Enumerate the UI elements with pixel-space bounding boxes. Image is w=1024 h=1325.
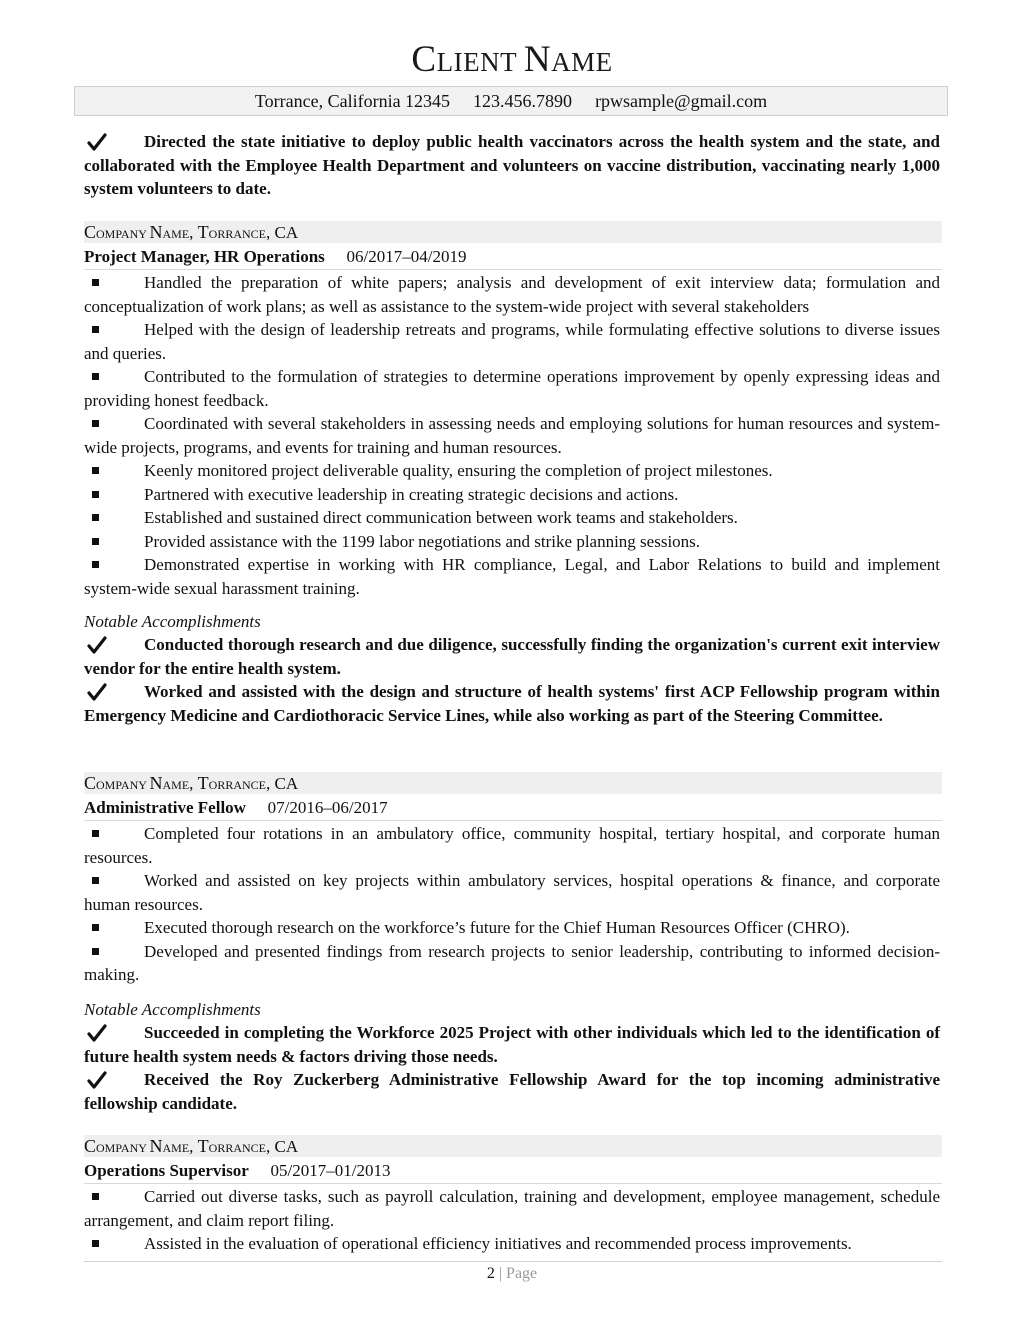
accomplishment-item: [84, 1021, 940, 1068]
company-text: ORRANCE: [208, 227, 266, 241]
accomplishment-item: [84, 1068, 940, 1115]
notable-heading: Notable Accomplishments: [84, 1000, 261, 1019]
job-bullets: [84, 1185, 940, 1256]
square-bullet-icon: [92, 467, 99, 474]
company-text: C: [84, 773, 97, 793]
role-line: [84, 796, 942, 821]
bullet-item: [84, 940, 940, 987]
company-text: T: [197, 222, 209, 242]
bullet-text: Carried out diverse tasks, such as payroll calculation, training and development, employee management, schedule arrangement, and claim report filing.: [84, 1187, 940, 1230]
bullet-item: [84, 412, 940, 459]
bullet-text: Helped with the design of leadership retreats and programs, while formulating effective solutions to diverse issues and queries.: [84, 320, 940, 363]
bullet-text: Contributed to the formulation of strategies to determine operations improvement by openly expressing ideas and providing honest feedback.: [84, 367, 940, 410]
job-dates: 05/2017–01/2013: [248, 1161, 374, 1180]
bullet-item: [84, 530, 940, 554]
page-footer: [0, 1265, 1024, 1283]
name-last-rest: AME: [551, 47, 613, 77]
checkmark-icon: [86, 1070, 108, 1090]
checkmark-icon: [86, 1023, 108, 1043]
company-text: , CA: [266, 774, 299, 793]
bullet-text: Established and sustained direct communication between work teams and stakeholders.: [144, 508, 738, 527]
bullet-item: [84, 1232, 940, 1256]
square-bullet-icon: [92, 877, 99, 884]
square-bullet-icon: [92, 491, 99, 498]
square-bullet-icon: [92, 538, 99, 545]
company-text: T: [197, 1136, 209, 1156]
company-text: OMPANY: [96, 778, 150, 792]
company-heading: [84, 1135, 942, 1157]
company-text: OMPANY: [96, 227, 150, 241]
square-bullet-icon: [92, 561, 99, 568]
checkmark-icon: [86, 635, 108, 655]
bullet-item: [84, 1185, 940, 1232]
square-bullet-icon: [92, 373, 99, 380]
accomplishment-item: [84, 633, 940, 680]
company-text: C: [84, 222, 97, 242]
bullet-text: Coordinated with several stakeholders in assessing needs and employing solutions for human resources and system-wide projects, programs, and events for training and human resources.: [84, 414, 940, 457]
bullet-text: Completed four rotations in an ambulatory office, community hospital, tertiary hospital, and corporate human resources.: [84, 824, 940, 867]
bullet-text: Handled the preparation of white papers; analysis and development of exit interview data; formulation and conceptualization of work plans; as well as assistance to the system-wide project with several stakeholders: [84, 273, 940, 316]
intro-accomplishment: [84, 130, 940, 201]
job-title: Administrative Fellow: [84, 798, 246, 817]
accomplishment-text: Succeeded in completing the Workforce 2025 Project with other individuals which led to the identification of future health system needs & factors driving those needs.: [84, 1023, 940, 1066]
square-bullet-icon: [92, 948, 99, 955]
company-text: AME: [162, 1141, 190, 1155]
bullet-item: [84, 459, 940, 483]
bullet-text: Executed thorough research on the workforce’s future for the Chief Human Resources Officer (CHRO).: [144, 918, 850, 937]
company-text: AME: [162, 227, 190, 241]
square-bullet-icon: [92, 420, 99, 427]
notable-section: [84, 610, 940, 727]
square-bullet-icon: [92, 924, 99, 931]
bullet-item: [84, 869, 940, 916]
bullet-item: [84, 483, 940, 507]
company-text: AME: [162, 778, 190, 792]
company-text: ORRANCE: [208, 778, 266, 792]
job-title: Operations Supervisor: [84, 1161, 249, 1180]
square-bullet-icon: [92, 326, 99, 333]
notable-section: [84, 998, 940, 1115]
square-bullet-icon: [92, 830, 99, 837]
notable-heading: Notable Accomplishments: [84, 612, 261, 631]
intro-section: [84, 130, 940, 201]
company-text: ORRANCE: [208, 1141, 266, 1155]
contact-bar: Torrance, California 12345 123.456.7890 rpwsample@gmail.com: [74, 86, 948, 116]
footer-separator: |: [498, 1265, 503, 1282]
bullet-text: Demonstrated expertise in working with HR compliance, Legal, and Labor Relations to build and implement system-wide sexual harassment training.: [84, 555, 940, 598]
client-name: [0, 38, 1024, 81]
job-bullets: [84, 822, 940, 987]
company-text: , CA: [266, 1137, 299, 1156]
bullet-text: Keenly monitored project deliverable quality, ensuring the completion of project milestones.: [144, 461, 773, 480]
bullet-item: [84, 271, 940, 318]
page-label: Page: [506, 1265, 538, 1282]
name-last-initial: N: [523, 39, 552, 80]
company-text: T: [197, 773, 209, 793]
company-text: ,: [189, 223, 198, 242]
company-text: N: [149, 222, 163, 242]
job-title: Project Manager, HR Operations: [84, 247, 325, 266]
job-dates: 07/2016–06/2017: [245, 798, 371, 817]
bullet-item: [84, 916, 940, 940]
bullet-text: Partnered with executive leadership in creating strategic decisions and actions.: [144, 484, 679, 504]
accomplishment-text: Worked and assisted with the design and structure of health systems' first ACP Fellowship program within Emergency Medicine and Cardiothoracic Service Lines, while also working as part of the Steering Committee.: [84, 682, 940, 725]
bullet-item: [84, 822, 940, 869]
footer-divider: [84, 1261, 942, 1262]
role-line: [84, 1159, 942, 1184]
square-bullet-icon: [92, 1240, 99, 1247]
company-text: ,: [189, 774, 198, 793]
company-heading: [84, 772, 942, 794]
company-text: OMPANY: [96, 1141, 150, 1155]
bullet-text: Assisted in the evaluation of operational efficiency initiatives and recommended process improvements.: [144, 1234, 852, 1253]
bullet-item: [84, 506, 940, 530]
page-number: 2: [486, 1265, 495, 1282]
checkmark-icon: [86, 132, 108, 152]
bullet-item: [84, 553, 940, 600]
intro-text: Directed the state initiative to deploy public health vaccinators across the health system and the state, and collaborated with the Employee Health Department and volunteers on vaccine distribution, vaccinating nearly 1,000 system volunteers to date.: [84, 132, 940, 198]
company-heading: [84, 221, 942, 243]
company-text: , CA: [266, 223, 299, 242]
accomplishment-text: Conducted thorough research and due diligence, successfully finding the organization's current exit interview vendor for the entire health system.: [84, 635, 940, 678]
role-line: [84, 245, 942, 270]
bullet-text: Developed and presented findings from research projects to senior leadership, contributing to informed decision-making.: [84, 941, 940, 984]
square-bullet-icon: [92, 279, 99, 286]
company-text: N: [149, 1136, 163, 1156]
accomplishment-item: [84, 680, 940, 727]
job-bullets: [84, 271, 940, 600]
accomplishment-text: Received the Roy Zuckerberg Administrative Fellowship Award for the top incoming administrative fellowship candidate.: [84, 1070, 940, 1113]
checkmark-icon: [86, 682, 108, 702]
bullet-item: [84, 318, 940, 365]
bullet-text: Worked and assisted on key projects within ambulatory services, hospital operations & finance, and corporate human resources.: [84, 871, 940, 914]
name-first-initial: C: [411, 39, 437, 80]
bullet-text: Provided assistance with the 1199 labor negotiations and strike planning sessions.: [144, 531, 701, 551]
company-text: ,: [189, 1137, 198, 1156]
name-first-rest: LIENT: [436, 47, 517, 77]
bullet-item: [84, 365, 940, 412]
job-dates: 06/2017–04/2019: [324, 247, 449, 266]
company-text: C: [84, 1136, 97, 1156]
company-text: N: [149, 773, 163, 793]
square-bullet-icon: [92, 1193, 99, 1200]
square-bullet-icon: [92, 514, 99, 521]
